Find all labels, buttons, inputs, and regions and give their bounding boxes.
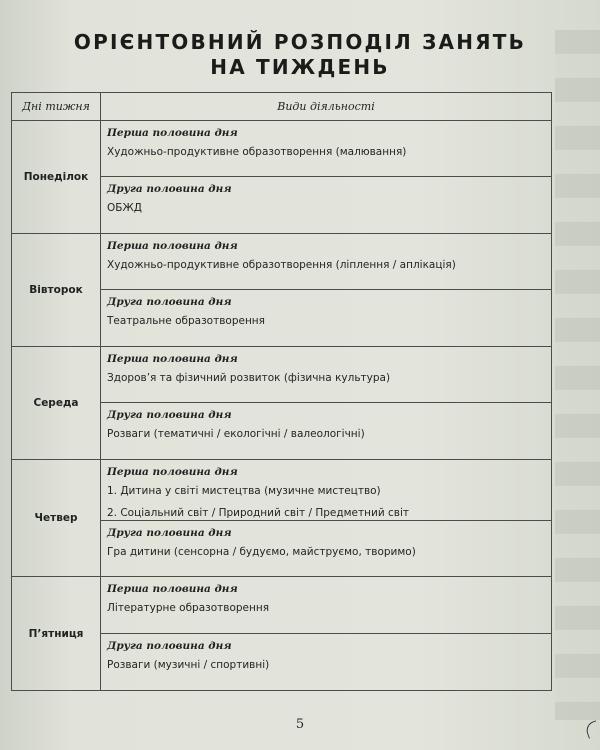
table-row <box>12 234 552 290</box>
table-row <box>12 460 552 521</box>
second-half-label: Друга половина дня <box>107 640 232 652</box>
table-row <box>12 347 552 403</box>
second-half-cell <box>101 634 552 691</box>
second-half-cell <box>101 290 552 347</box>
activity: Літературне образотворення <box>107 602 270 614</box>
activity: Театральне образотворення <box>107 315 265 327</box>
first-half-label: Перша половина дня <box>107 583 238 595</box>
day-cell-wednesday: Середа <box>12 347 101 460</box>
page-number: 5 <box>295 717 305 732</box>
facing-page-bleed <box>555 30 600 720</box>
second-half-label: Друга половина дня <box>107 409 232 421</box>
header-days: Дні тижня <box>12 93 101 121</box>
second-half-label: Друга половина дня <box>107 527 232 539</box>
activity: 2. Соціальний світ / Природний світ / Предметний світ <box>107 507 409 519</box>
first-half-cell <box>101 347 552 403</box>
header-activities: Види діяльності <box>101 93 552 121</box>
day-cell-thursday: Четвер <box>12 460 101 577</box>
first-half-label: Перша половина дня <box>107 353 238 365</box>
table-header-row <box>12 93 552 121</box>
weekly-schedule-table <box>11 92 552 691</box>
second-half-cell <box>101 177 552 234</box>
first-half-label: Перша половина дня <box>107 127 238 139</box>
second-half-label: Друга половина дня <box>107 183 232 195</box>
activity: Розваги (тематичні / екологічні / валеологічні) <box>107 428 365 440</box>
day-cell-monday: Понеділок <box>12 121 101 234</box>
first-half-label: Перша половина дня <box>107 466 238 478</box>
first-half-cell <box>101 460 552 521</box>
day-cell-tuesday: Вівторок <box>12 234 101 347</box>
page-title-line-2: НА ТИЖДЕНЬ <box>210 55 390 79</box>
second-half-label: Друга половина дня <box>107 296 232 308</box>
activity: Здоров’я та фізичний розвиток (фізична культура) <box>107 372 391 384</box>
activity: 1. Дитина у світі мистецтва (музичне мистецтво) <box>107 485 381 497</box>
activity: Художньо-продуктивне образотворення (малювання) <box>107 146 407 158</box>
second-half-cell <box>101 403 552 460</box>
table-row <box>12 121 552 177</box>
second-half-cell <box>101 521 552 577</box>
first-half-label: Перша половина дня <box>107 240 238 252</box>
page-title-line-1: ОРІЄНТОВНИЙ РОЗПОДІЛ ЗАНЯТЬ <box>73 30 527 54</box>
activity: Художньо-продуктивне образотворення (ліплення / аплікація) <box>107 259 456 271</box>
first-half-cell <box>101 577 552 634</box>
first-half-cell <box>101 234 552 290</box>
activity: Розваги (музичні / спортивні) <box>107 659 270 671</box>
activity: ОБЖД <box>107 202 142 214</box>
table-row <box>12 577 552 634</box>
first-half-cell <box>101 121 552 177</box>
day-cell-friday: П’ятниця <box>12 577 101 691</box>
activity: Гра дитини (сенсорна / будуємо, майструємо, творимо) <box>107 546 416 558</box>
